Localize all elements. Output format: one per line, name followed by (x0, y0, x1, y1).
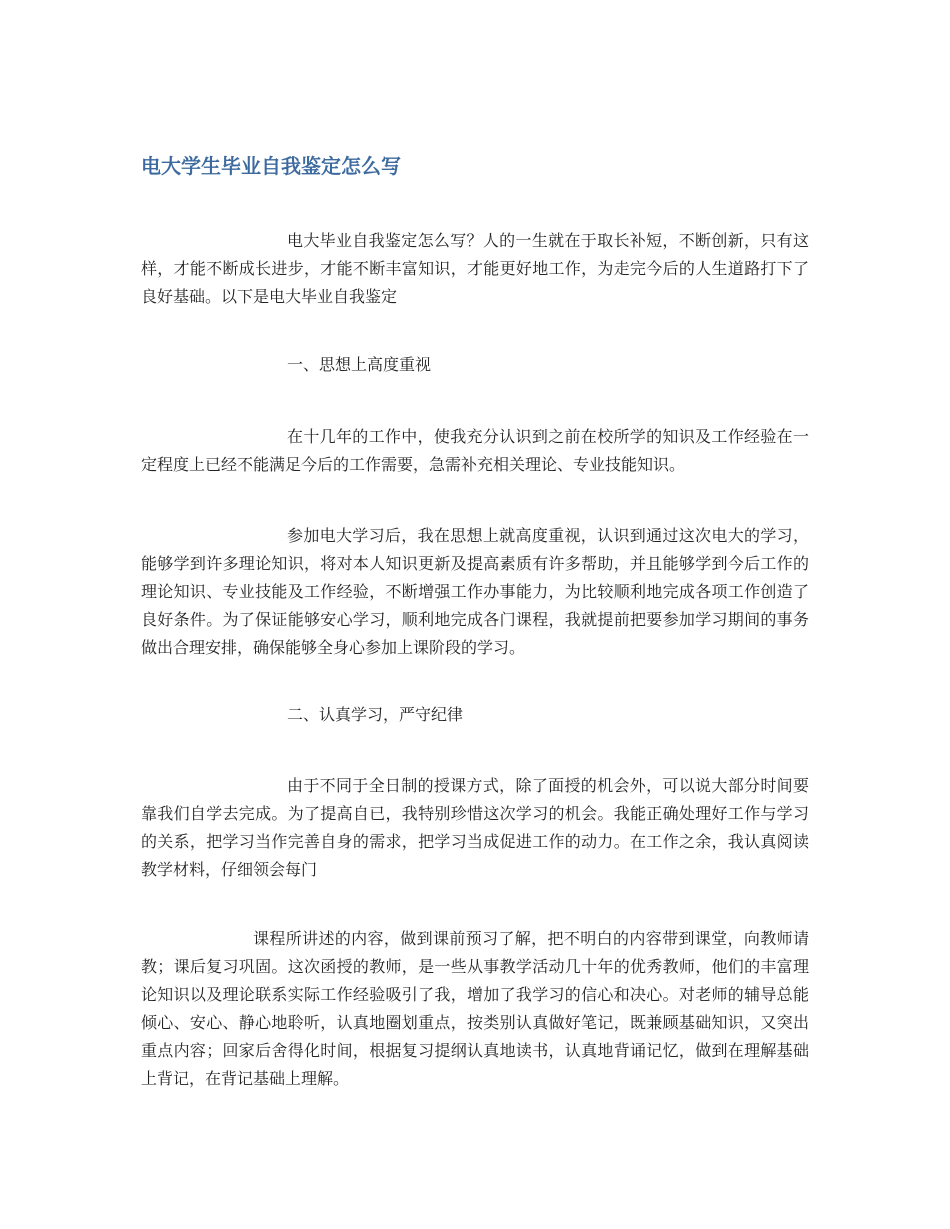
section-heading-1: 一、思想上高度重视 (287, 355, 432, 374)
body-paragraph-4: 由于不同于全日制的授课方式，除了面授的机会外，可以说大部分时间要靠我们自学去完成。为了提高自已，我特别珍惜这次学习的机会。我能正确处理好工作与学习的关系，把学习当作完善自身的需求，把学习当成促进工作的动力。在工作之余，我认真阅读教学材料，仔细领会每门 (141, 776, 809, 879)
body-paragraph-2: 在十几年的工作中，使我充分认识到之前在校所学的知识及工作经验在一定程度上已经不能满足今后的工作需要，急需补充相关理论、专业技能知识。 (141, 427, 809, 474)
body-paragraph-5: 课程所讲述的内容，做到课前预习了解，把不明白的内容带到课堂，向教师请教；课后复习巩固。这次函授的教师，是一些从事教学活动几十年的优秀教师，他们的丰富理论知识以及理论联系实际工作经验吸引了我，增加了我学习的信心和决心。对老师的辅导总能倾心、安心、静心地聆听，认真地圈划重点，按类别认真做好笔记，既兼顾基础知识，又突出重点内容；回家后舍得化时间，根据复习提纲认真地读书，认真地背诵记忆，做到在理解基础上背记，在背记基础上理解。 (141, 929, 809, 1088)
section-heading-2: 二、认真学习，严守纪律 (287, 705, 464, 724)
intro-paragraph: 电大毕业自我鉴定怎么写？人的一生就在于取长补短，不断创新，只有这样，才能不断成长进步，才能不断丰富知识，才能更好地工作，为走完今后的人生道路打下了良好基础。以下是电大毕业自我鉴定 (141, 231, 809, 306)
body-paragraph-3: 参加电大学习后，我在思想上就高度重视，认识到通过这次电大的学习，能够学到许多理论知识，将对本人知识更新及提高素质有许多帮助，并且能够学到今后工作的理论知识、专业技能及工作经验，不断增强工作办事能力，为比较顺利地完成各项工作创造了良好条件。为了保证能够安心学习，顺利地完成各门课程，我就提前把要参加学习期间的事务做出合理安排，确保能够全身心参加上课阶段的学习。 (141, 526, 809, 657)
document-title: 电大学生毕业自我鉴定怎么写 (141, 154, 401, 178)
